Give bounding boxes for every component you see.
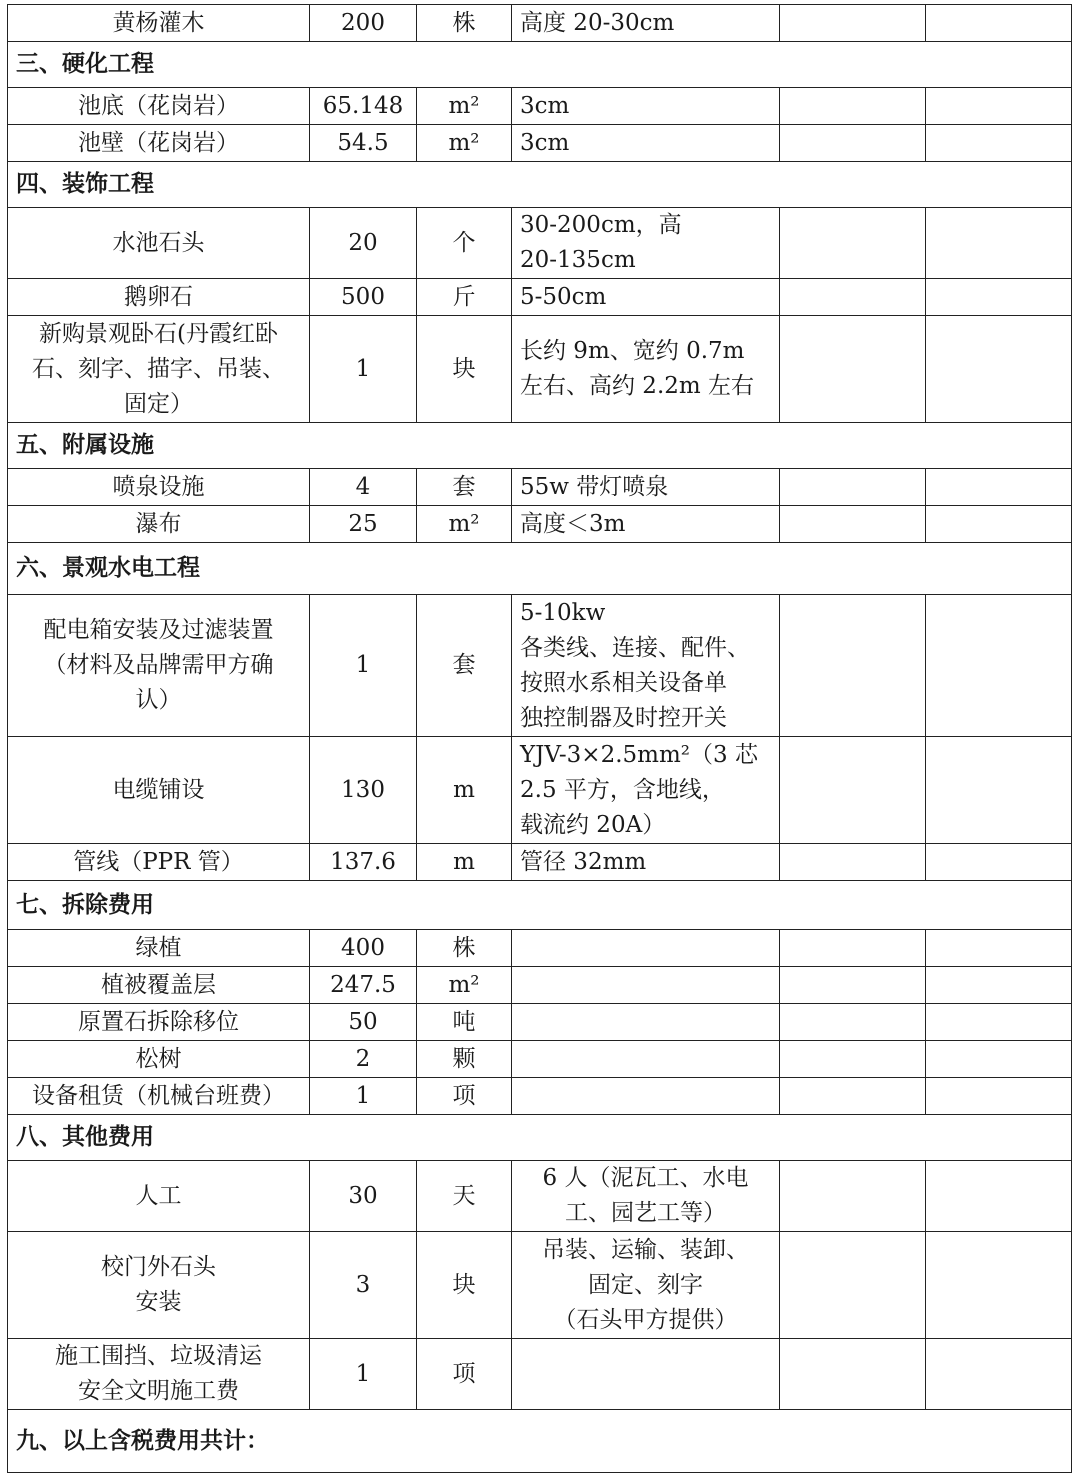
table-row (8, 967, 1072, 1004)
quantity-cell: 1 (310, 316, 417, 423)
unit-cell: 套 (417, 469, 512, 506)
unit-cell: 块 (417, 316, 512, 423)
unit-price-cell (780, 1041, 926, 1078)
total-price-cell (926, 1041, 1072, 1078)
unit-cell: 斤 (417, 279, 512, 316)
unit-price-cell (780, 737, 926, 844)
unit-price-cell (780, 1161, 926, 1232)
unit-price-cell (780, 316, 926, 423)
table-row (8, 737, 1072, 844)
table-row (8, 1041, 1072, 1078)
total-price-cell (926, 844, 1072, 881)
unit-price-cell (780, 967, 926, 1004)
unit-price-cell (780, 844, 926, 881)
unit-price-cell (780, 125, 926, 162)
section-header-row (8, 423, 1072, 469)
spec-cell (512, 1078, 780, 1115)
spec-cell: YJV-3×2.5mm²（3 芯 2.5 平方，含地线， 载流约 20A） (512, 737, 780, 844)
section-title: 七、拆除费用 (8, 881, 1072, 930)
table-row (8, 1161, 1072, 1232)
total-price-cell (926, 967, 1072, 1004)
quantity-cell: 1 (310, 1078, 417, 1115)
quantity-cell: 247.5 (310, 967, 417, 1004)
quantity-cell: 3 (310, 1232, 417, 1339)
item-name-cell: 人工 (8, 1161, 310, 1232)
unit-price-cell (780, 5, 926, 42)
total-price-cell (926, 1232, 1072, 1339)
total-price-cell (926, 1161, 1072, 1232)
spec-cell: 3cm (512, 88, 780, 125)
item-name-cell: 设备租赁（机械台班费） (8, 1078, 310, 1115)
quantity-cell: 30 (310, 1161, 417, 1232)
table-row (8, 1232, 1072, 1339)
spec-cell: 5-10kw 各类线、连接、配件、 按照水系相关设备单 独控制器及时控开关 (512, 595, 780, 737)
unit-cell: 项 (417, 1078, 512, 1115)
spec-cell: 吊装、运输、装卸、 固定、刻字 （石头甲方提供） (512, 1232, 780, 1339)
item-name-cell: 池底（花岗岩） (8, 88, 310, 125)
total-price-cell (926, 208, 1072, 279)
table-row (8, 506, 1072, 543)
unit-price-cell (780, 88, 926, 125)
total-price-cell (926, 595, 1072, 737)
total-price-cell (926, 88, 1072, 125)
table-row (8, 1004, 1072, 1041)
section-header-row (8, 42, 1072, 88)
section-header-row (8, 1115, 1072, 1161)
unit-price-cell (780, 595, 926, 737)
item-name-cell: 管线（PPR 管） (8, 844, 310, 881)
quantity-cell: 54.5 (310, 125, 417, 162)
quotation-table-body (8, 5, 1072, 1473)
unit-price-cell (780, 469, 926, 506)
spec-cell: 6 人（泥瓦工、水电 工、园艺工等） (512, 1161, 780, 1232)
table-row (8, 88, 1072, 125)
unit-price-cell (780, 279, 926, 316)
table-row (8, 5, 1072, 42)
section-title: 四、装饰工程 (8, 162, 1072, 208)
unit-price-cell (780, 1339, 926, 1410)
unit-cell: 吨 (417, 1004, 512, 1041)
spec-cell: 3cm (512, 125, 780, 162)
unit-cell: 项 (417, 1339, 512, 1410)
unit-price-cell (780, 1078, 926, 1115)
spec-cell: 高度＜3m (512, 506, 780, 543)
quantity-cell: 20 (310, 208, 417, 279)
unit-cell: m² (417, 125, 512, 162)
unit-price-cell (780, 930, 926, 967)
table-row (8, 125, 1072, 162)
item-name-cell: 黄杨灌木 (8, 5, 310, 42)
table-row (8, 279, 1072, 316)
total-price-cell (926, 506, 1072, 543)
item-name-cell: 校门外石头 安装 (8, 1232, 310, 1339)
quantity-cell: 500 (310, 279, 417, 316)
section-title: 六、景观水电工程 (8, 543, 1072, 595)
item-name-cell: 电缆铺设 (8, 737, 310, 844)
spec-cell: 5-50cm (512, 279, 780, 316)
total-price-cell (926, 469, 1072, 506)
quantity-cell: 65.148 (310, 88, 417, 125)
section-title: 八、其他费用 (8, 1115, 1072, 1161)
section-title: 九、以上含税费用共计： (8, 1410, 1072, 1473)
total-price-cell (926, 279, 1072, 316)
item-name-cell: 喷泉设施 (8, 469, 310, 506)
unit-cell: 株 (417, 930, 512, 967)
total-price-cell (926, 930, 1072, 967)
unit-cell: 套 (417, 595, 512, 737)
quantity-cell: 137.6 (310, 844, 417, 881)
spec-cell (512, 1004, 780, 1041)
unit-cell: 块 (417, 1232, 512, 1339)
quantity-cell: 4 (310, 469, 417, 506)
section-header-row (8, 1410, 1072, 1473)
table-row (8, 208, 1072, 279)
item-name-cell: 水池石头 (8, 208, 310, 279)
unit-price-cell (780, 1232, 926, 1339)
total-price-cell (926, 1004, 1072, 1041)
quantity-cell: 200 (310, 5, 417, 42)
spec-cell (512, 1339, 780, 1410)
item-name-cell: 瀑布 (8, 506, 310, 543)
section-title: 三、硬化工程 (8, 42, 1072, 88)
item-name-cell: 植被覆盖层 (8, 967, 310, 1004)
spec-cell: 30-200cm，高 20-135cm (512, 208, 780, 279)
quantity-cell: 25 (310, 506, 417, 543)
spec-cell (512, 1041, 780, 1078)
table-row (8, 930, 1072, 967)
item-name-cell: 池壁（花岗岩） (8, 125, 310, 162)
section-header-row (8, 162, 1072, 208)
unit-cell: m (417, 844, 512, 881)
total-price-cell (926, 125, 1072, 162)
item-name-cell: 施工围挡、垃圾清运 安全文明施工费 (8, 1339, 310, 1410)
table-row (8, 469, 1072, 506)
item-name-cell: 绿植 (8, 930, 310, 967)
table-row (8, 595, 1072, 737)
quantity-cell: 2 (310, 1041, 417, 1078)
unit-cell: m² (417, 967, 512, 1004)
spec-cell: 长约 9m、宽约 0.7m 左右、高约 2.2m 左右 (512, 316, 780, 423)
spec-cell: 高度 20-30cm (512, 5, 780, 42)
total-price-cell (926, 1339, 1072, 1410)
item-name-cell: 新购景观卧石(丹霞红卧 石、刻字、描字、吊装、 固定） (8, 316, 310, 423)
total-price-cell (926, 5, 1072, 42)
spec-cell: 55w 带灯喷泉 (512, 469, 780, 506)
total-price-cell (926, 737, 1072, 844)
spec-cell (512, 967, 780, 1004)
quantity-cell: 400 (310, 930, 417, 967)
quotation-table (7, 4, 1072, 1473)
table-row (8, 316, 1072, 423)
unit-price-cell (780, 506, 926, 543)
item-name-cell: 鹅卵石 (8, 279, 310, 316)
item-name-cell: 原置石拆除移位 (8, 1004, 310, 1041)
table-row (8, 844, 1072, 881)
quantity-cell: 50 (310, 1004, 417, 1041)
unit-cell: m (417, 737, 512, 844)
unit-cell: 天 (417, 1161, 512, 1232)
item-name-cell: 配电箱安装及过滤装置 （材料及品牌需甲方确 认） (8, 595, 310, 737)
section-title: 五、附属设施 (8, 423, 1072, 469)
item-name-cell: 松树 (8, 1041, 310, 1078)
quantity-cell: 1 (310, 595, 417, 737)
table-row (8, 1078, 1072, 1115)
unit-cell: m² (417, 506, 512, 543)
unit-cell: 个 (417, 208, 512, 279)
spec-cell: 管径 32mm (512, 844, 780, 881)
spec-cell (512, 930, 780, 967)
quantity-cell: 1 (310, 1339, 417, 1410)
total-price-cell (926, 1078, 1072, 1115)
unit-price-cell (780, 1004, 926, 1041)
unit-price-cell (780, 208, 926, 279)
unit-cell: 颗 (417, 1041, 512, 1078)
unit-cell: m² (417, 88, 512, 125)
section-header-row (8, 543, 1072, 595)
total-price-cell (926, 316, 1072, 423)
section-header-row (8, 881, 1072, 930)
table-row (8, 1339, 1072, 1410)
unit-cell: 株 (417, 5, 512, 42)
quantity-cell: 130 (310, 737, 417, 844)
